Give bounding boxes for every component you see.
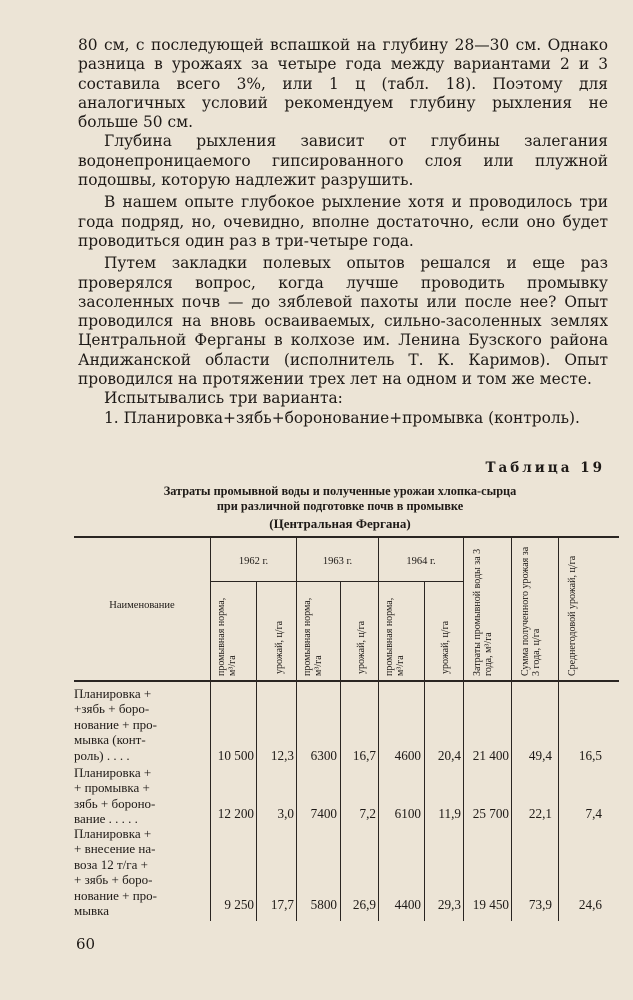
row3-avg-yield: 24,6 [578,897,602,912]
paragraph-2: Глубина рыхления зависит от глубины залегания водонепроницаемого гипсированного слоя или плужной подошвы, которую надлежит разрушить. [78,132,608,190]
row2-norm-1962: 12 200 [217,806,254,821]
paragraph-5: Испытывались три варианта: [104,389,343,408]
row3-norm-1964: 4400 [394,897,421,912]
body-text [78,36,608,428]
row1-avg-yield: 16,5 [578,748,602,763]
caption-line-2: при различной подготовке почв в промывке [216,499,464,513]
subheader-norm-1964: промывная норма, м³/га [384,597,406,676]
row-name-line: + внесение на- [74,841,156,857]
row2-sum-yield: 22,1 [528,806,552,821]
row3-yield-1963: 26,9 [352,897,376,912]
col-rule [296,536,297,921]
row2-norm-1964: 6100 [394,806,421,821]
header-bottom-rule [74,680,619,682]
row-name-line: Планировка + [74,765,152,780]
row1-sum-yield: 49,4 [528,748,552,763]
col-rule [378,536,379,921]
name-column-header: Наименование [109,600,175,611]
row2-yield-1963: 7,2 [359,806,376,821]
caption-line-3: (Центральная Фергана) [269,516,411,531]
col-rule [558,536,559,921]
row-name-1 [74,686,206,763]
row-name-line: воза 12 т/га + [74,856,148,872]
subheader-yield-1964: урожай, ц/га [440,620,451,674]
row-name-line: Планировка + [74,686,152,701]
subheader-norm-1962: промывная норма, м³/га [216,597,238,676]
row2-yield-1962: 3,0 [277,806,294,821]
row1-norm-1964: 4600 [394,748,421,763]
row-name-line: мывка [74,903,109,919]
row-name-line: нование + про- [74,887,157,903]
row-name-line: зябь + бороно- [74,795,156,811]
year-header-1962: 1962 г. [238,556,269,567]
paragraph-4: Путем закладки полевых опытов решался и еще раз проверялся вопрос, когда лучше проводить промывку засоленных почв — до зяблевой пахоты или после нее? Опыт проводился на вновь осваиваемых, сильно-засоленных землях Центральной Ферганы в колхозе им. Ленина Бузского района Андижанской области (исполнитель Т. К. Каримов). Опыт проводился на протяжении трех лет на одном и том же месте. [78,254,608,389]
row-name-3 [74,826,206,918]
col-rule [511,536,512,921]
row1-norm-1962: 10 500 [217,748,254,763]
row3-yield-1964: 29,3 [437,897,461,912]
paragraph-3: В нашем опыте глубокое рыхление хотя и проводилось три года подряд, но, очевидно, вполне достаточно, если оно будет проводиться один раз в три-четыре года. [78,193,608,250]
row3-norm-1962: 9 250 [224,897,254,912]
subheader-yield-1962: урожай, ц/га [274,620,285,674]
paragraph-1: 80 см, с последующей вспашкой на глубину 28—30 см. Однако разница в урожаях за четыре года между вариантами 2 и 3 составила всего 3%, или 1 ц (табл. 18). Поэтому для аналогичных условий рекомендуем глубину рыхления не больше 50 см. [78,36,608,132]
header-total-water: Затраты промывной воды за 3 года, м³/га [472,548,494,676]
caption-line-1: Затраты промывной воды и полученные урожаи хлопка-сырца [163,484,517,498]
row-name-line: вание . . . . . [74,811,138,827]
col-rule [463,536,464,921]
row-name-2 [74,765,206,827]
row-name-line: мывка (конт- [74,732,146,748]
row1-norm-1963: 6300 [310,748,337,763]
col-rule [210,536,211,921]
subheader-norm-1963: промывная норма, м³/га [302,597,324,676]
data-table [74,536,619,926]
row1-yield-1964: 20,4 [437,748,461,763]
row1-total-water: 21 400 [472,748,509,763]
row2-norm-1963: 7400 [310,806,337,821]
row-name-line: + промывка + [74,780,150,796]
row1-yield-1963: 16,7 [352,748,376,763]
header-avg-yield: Среднегодовой урожай, ц/га [567,555,578,676]
paragraph-6: 1. Планировка+зябь+боронование+промывка (контроль). [104,408,580,427]
row2-yield-1964: 11,9 [438,806,461,821]
row2-total-water: 25 700 [472,806,509,821]
table-caption [80,484,600,531]
row1-yield-1962: 12,3 [270,748,294,763]
row-name-line: нование + про- [74,716,157,732]
row3-sum-yield: 73,9 [528,897,552,912]
header-sum-yield: Сумма полученного урожая за 3 года, ц/га [520,546,542,676]
page-number: 60 [76,935,96,953]
table-top-rule [74,536,619,538]
year-header-rule [210,581,463,582]
row3-norm-1963: 5800 [310,897,337,912]
row-name-line: роль) . . . . [74,747,130,763]
row3-yield-1962: 17,7 [270,897,294,912]
row-name-line: + зябь + боро- [74,872,153,888]
row-name-line: +зябь + боро- [74,701,150,717]
row2-avg-yield: 7,4 [585,806,602,821]
row3-total-water: 19 450 [472,897,509,912]
year-header-1963: 1963 г. [322,556,353,567]
subheader-yield-1963: урожай, ц/га [356,620,367,674]
year-header-1964: 1964 г. [406,556,436,567]
table-label: Таблица 19 [485,460,605,476]
row-name-line: Планировка + [74,826,152,841]
